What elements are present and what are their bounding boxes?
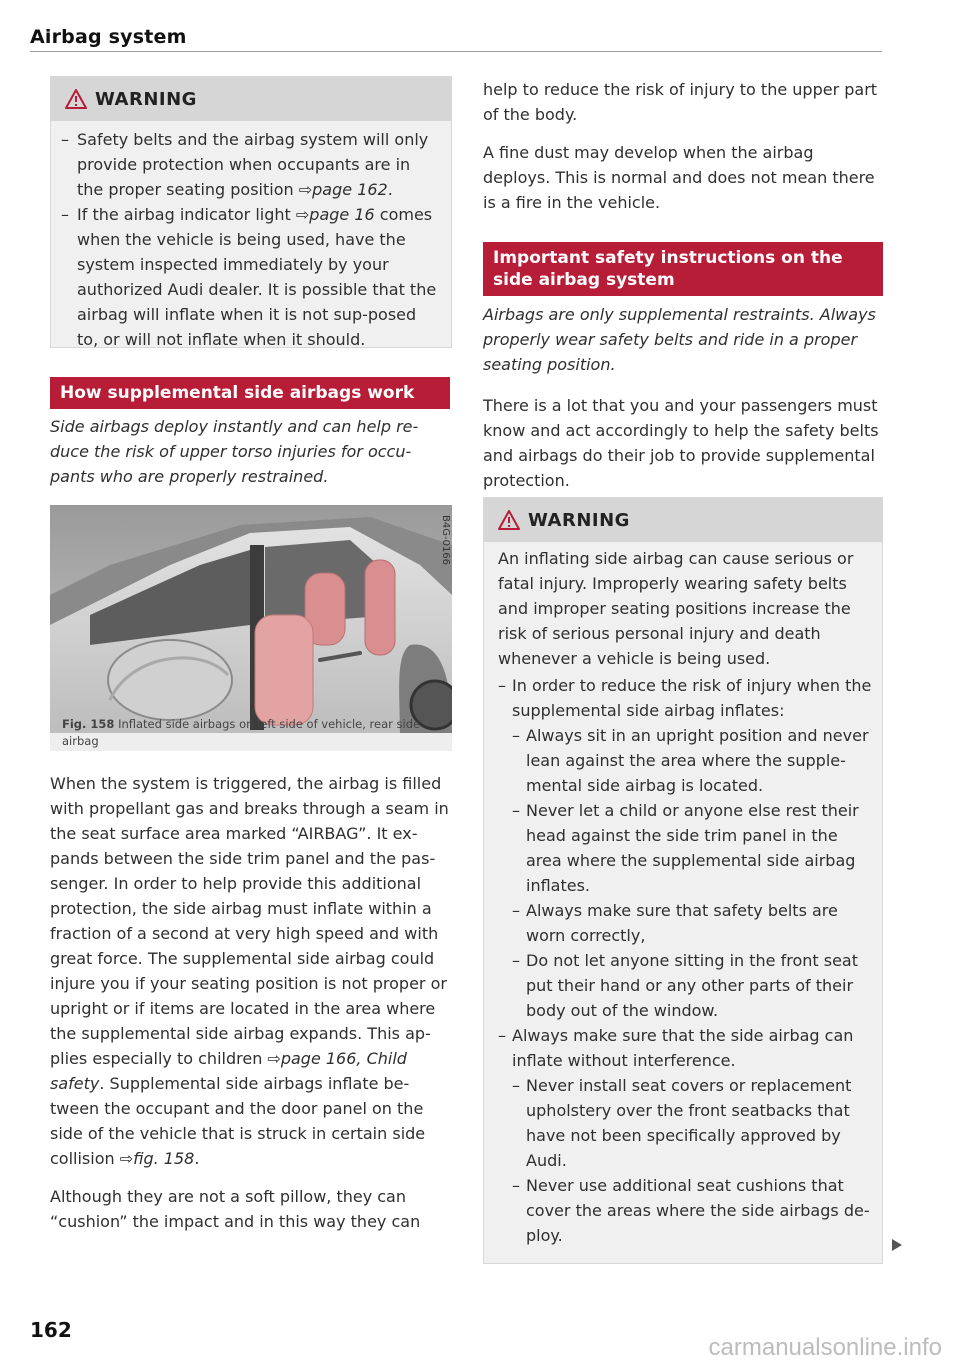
section-title-bar: How supplemental side airbags work	[50, 377, 450, 409]
warning-item: – If the airbag indicator light ⇨page 16 comes when the vehicle is being used, have the system inspected immediately by your authorized Audi dealer. It is possible that the airbag will inflate when it is not sup-posed to, or will not inflate when it should.	[61, 205, 437, 349]
figure-caption	[62, 716, 442, 750]
section-title-bar: Important safety instructions on the side airbag system	[483, 242, 883, 296]
figure-caption-text: Inflated side airbags on left side of vehicle, rear side airbag	[62, 717, 421, 748]
warning-lead: An inflating side airbag can cause serious or fatal injury. Improperly wearing safety belts and improper seating positions increase the risk of serious personal injury and death whenever a vehicle is being used.	[498, 549, 854, 668]
warning-subitem: – Never use additional seat cushions that cover the areas where the side airbags de-ploy.	[512, 1176, 870, 1245]
figure-code: B4G-0166	[440, 515, 451, 566]
warning-box-2	[483, 497, 883, 1264]
warning-item: – Safety belts and the airbag system will only provide protection when occupants are in the proper seating position ⇨page 162.	[61, 130, 429, 199]
page-reference-link[interactable]: ⇨page 16	[295, 205, 375, 224]
warning-header	[51, 77, 451, 121]
page-reference-link[interactable]: ⇨page 162	[298, 180, 388, 199]
page-number: 162	[30, 1318, 72, 1342]
warning-title: WARNING	[95, 88, 197, 110]
warning-subitem: – Never let a child or anyone else rest their head against the side trim panel in the area where the supplemental side airbag inflates.	[512, 801, 859, 895]
watermark: carmanualsonline.info	[708, 1334, 942, 1361]
warning-box-1	[50, 76, 452, 348]
warning-triangle-icon	[65, 89, 87, 109]
warning-item: – In order to reduce the risk of injury when the supplemental side airbag inflates:	[498, 676, 872, 720]
body-paragraph: There is a lot that you and your passengers must know and act accordingly to help the safety belts and airbags do their job to provide supplemental protection.	[483, 396, 879, 490]
figure-reference-link[interactable]: ⇨fig. 158	[119, 1149, 195, 1168]
warning-title: WARNING	[528, 509, 630, 531]
warning-item: – Always make sure that the side airbag can inflate without interference.	[498, 1026, 854, 1070]
warning-subitem: – Never install seat covers or replacement upholstery over the front seatbacks that have not been specifically approved by Audi.	[512, 1076, 852, 1170]
body-paragraph: When the system is triggered, the airbag is filled with propellant gas and breaks through a seam in the seat surface area marked “AIRBAG”. It ex-pands between the side trim panel and the pas-senger. In order to help provide this additional protection, the side airbag must inflate within a fraction of a second at very high speed and with great force. The supplemental side airbag could injure you if your seating position is not proper or upright or if items are located in the area where the supplemental side airbag expands. This ap-plies especially to children ⇨page 166, Child safety. Supplemental side airbags inflate be-tween the occupant and the door panel on the side of the vehicle that is struck in certain side collision ⇨fig. 158. Although they are not a soft pillow, they can “cushion” the impact and in this way they can	[50, 774, 449, 1231]
body-paragraph: help to reduce the risk of injury to the upper part of the body. A fine dust may develop when the airbag deploys. This is normal and does not mean there is a fire in the vehicle.	[483, 80, 878, 212]
warning-header	[484, 498, 882, 542]
warning-subitem: – Do not let anyone sitting in the front seat put their hand or any other parts of their body out of the window.	[512, 951, 858, 1020]
warning-subitem: – Always sit in an upright position and never lean against the area where the supple-mental side airbag is located.	[512, 726, 869, 795]
car-side-airbag-illustration	[50, 505, 452, 733]
section-intro: Airbags are only supplemental restraints. Always properly wear safety belts and ride in a proper seating position.	[483, 305, 876, 374]
warning-subitem: – Always make sure that safety belts are worn correctly,	[512, 901, 838, 945]
header-divider	[30, 51, 882, 52]
page-reference-link[interactable]: ⇨page 166, Child safety	[50, 1049, 407, 1093]
section-intro: Side airbags deploy instantly and can help re-duce the risk of upper torso injuries for occu-pants who are properly restrained.	[50, 417, 419, 486]
continue-arrow-icon	[892, 1239, 902, 1251]
warning-triangle-icon	[498, 510, 520, 530]
figure-158	[50, 505, 452, 751]
section-header: Airbag system	[30, 26, 187, 48]
figure-label: Fig. 158	[62, 717, 115, 731]
